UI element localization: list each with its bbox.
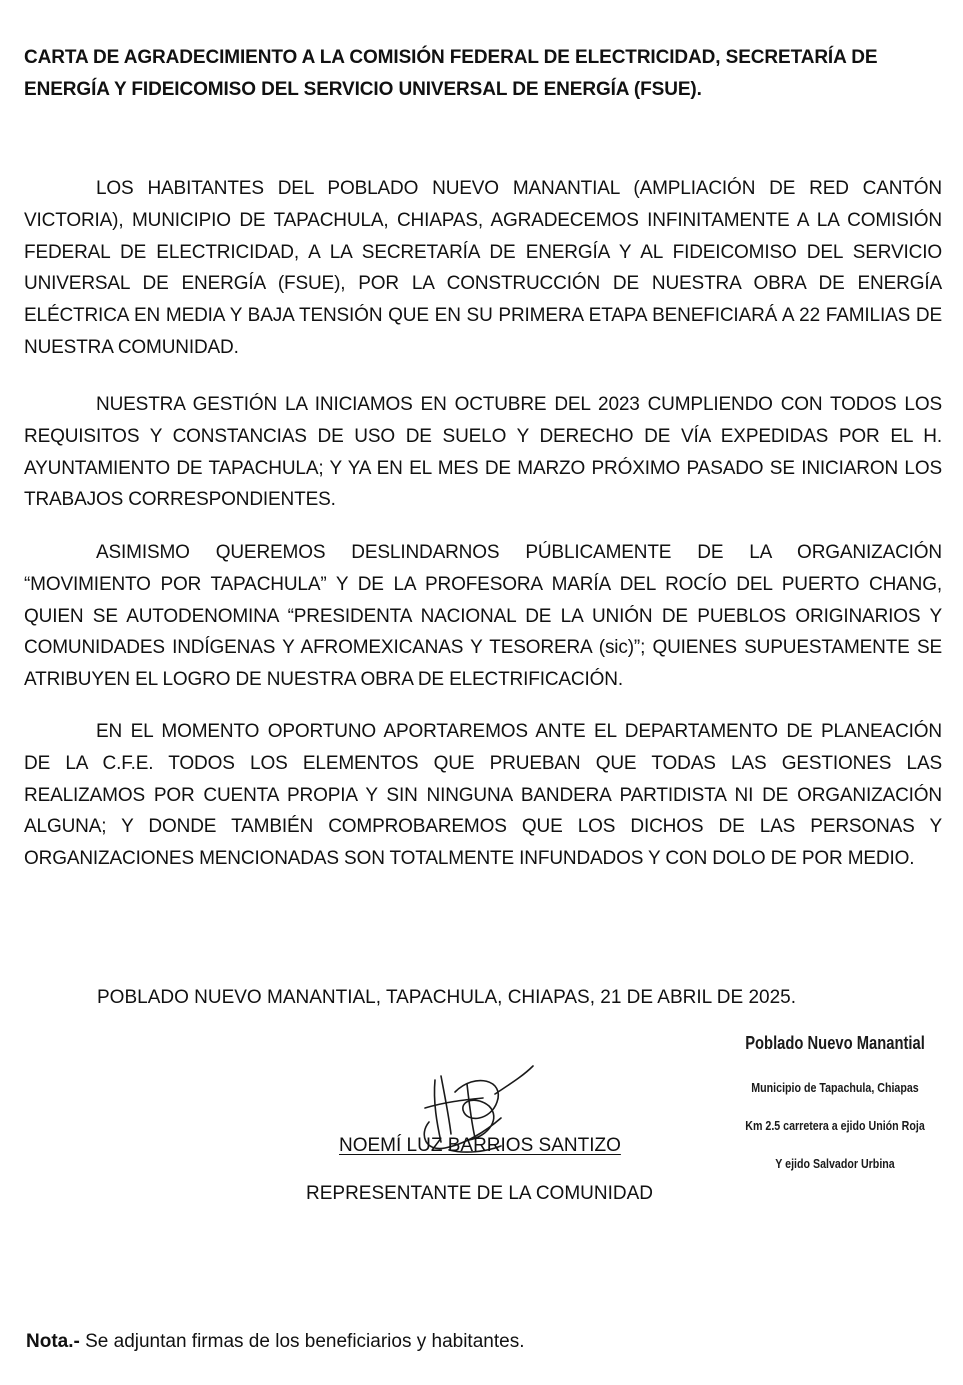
community-stamp [720,1030,950,1192]
note-text: Se adjuntan firmas de los beneficiarios y habitantes. [79,1331,525,1352]
paragraph-gratitude: LOS HABITANTES DEL POBLADO NUEVO MANANTIAL (AMPLIACIÓN DE RED CANTÓN VICTORIA), MUNICIPIO DE TAPACHULA, CHIAPAS, AGRADECEMOS INFINITAMENTE A LA COMISIÓN FEDERAL DE ELECTRICIDAD, A LA SECRETARÍA DE ENERGÍA Y AL FIDEICOMISO DEL SERVICIO UNIVERSAL DE ENERGÍA (FSUE), POR LA CONSTRUCCIÓN DE NUESTRA OBRA DE ENERGÍA ELÉCTRICA EN MEDIA Y BAJA TENSIÓN QUE EN SU PRIMERA ETAPA BENEFICIARÁ A 22 FAMILIAS DE NUESTRA COMUNIDAD. [24,178,942,358]
stamp-municipality: Municipio de Tapachula, Chiapas [751,1080,919,1095]
paragraph-management: NUESTRA GESTIÓN LA INICIAMOS EN OCTUBRE DEL 2023 CUMPLIENDO CON TODOS LOS REQUISITOS Y CONSTANCIAS DE USO DE SUELO Y DERECHO DE VÍA EXPEDIDAS POR EL H. AYUNTAMIENTO DE TAPACHULA; Y YA EN EL MES DE MARZO PRÓXIMO PASADO SE INICIARON LOS TRABAJOS CORRESPONDIENTES. [24,394,942,511]
place-date: POBLADO NUEVO MANANTIAL, TAPACHULA, CHIAPAS, 21 DE ABRIL DE 2025. [97,987,797,1008]
attachment-note [26,1326,524,1358]
paragraph-evidence: EN EL MOMENTO OPORTUNO APORTAREMOS ANTE EL DEPARTAMENTO DE PLANEACIÓN DE LA C.F.E. TODOS LOS ELEMENTOS QUE PRUEBAN QUE TODAS LAS GESTIONES LAS REALIZAMOS POR CUENTA PROPIA Y SIN NINGUNA BANDERA PARTIDISTA NI DE ORGANIZACIÓN ALGUNA; Y DONDE TAMBIÉN COMPROBAREMOS QUE LOS DICHOS DE LAS PERSONAS Y ORGANIZACIONES MENCIONADAS SON TOTALMENTE INFUNDADOS Y CON DOLO DE POR MEDIO. [24,721,942,870]
stamp-title: Poblado Nuevo Manantial [745,1033,925,1053]
stamp-address-line-2: Y ejido Salvador Urbina [775,1156,895,1171]
stamp-address-line: Km 2.5 carretera a ejido Unión Roja [745,1118,925,1133]
signer-role: REPRESENTANTE DE LA COMUNIDAD [306,1183,653,1204]
paragraph-disclaimer: ASIMISMO QUEREMOS DESLINDARNOS PÚBLICAMENTE DE LA ORGANIZACIÓN “MOVIMIENTO POR TAPACHULA” Y DE LA PROFESORA MARÍA DEL ROCÍO DEL PUERTO CHANG, QUIEN SE AUTODENOMINA “PRESIDENTA NACIONAL DE LA UNIÓN DE PUEBLOS ORIGINARIOS Y COMUNIDADES INDÍGENAS Y AFROMEXICANAS Y TESORERA (sic)”; QUIENES SUPUESTAMENTE SE ATRIBUYEN EL LOGRO DE NUESTRA OBRA DE ELECTRIFICACIÓN. [24,542,942,691]
letter-title: CARTA DE AGRADECIMIENTO A LA COMISIÓN FEDERAL DE ELECTRICIDAD, SECRETARÍA DE ENERGÍA Y FIDEICOMISO DEL SERVICIO UNIVERSAL DE ENERGÍA (FSUE). [24,47,878,100]
signer-name: NOEMÍ LUZ BARRIOS SANTIZO [339,1135,621,1156]
note-label: Nota.- [26,1331,80,1352]
